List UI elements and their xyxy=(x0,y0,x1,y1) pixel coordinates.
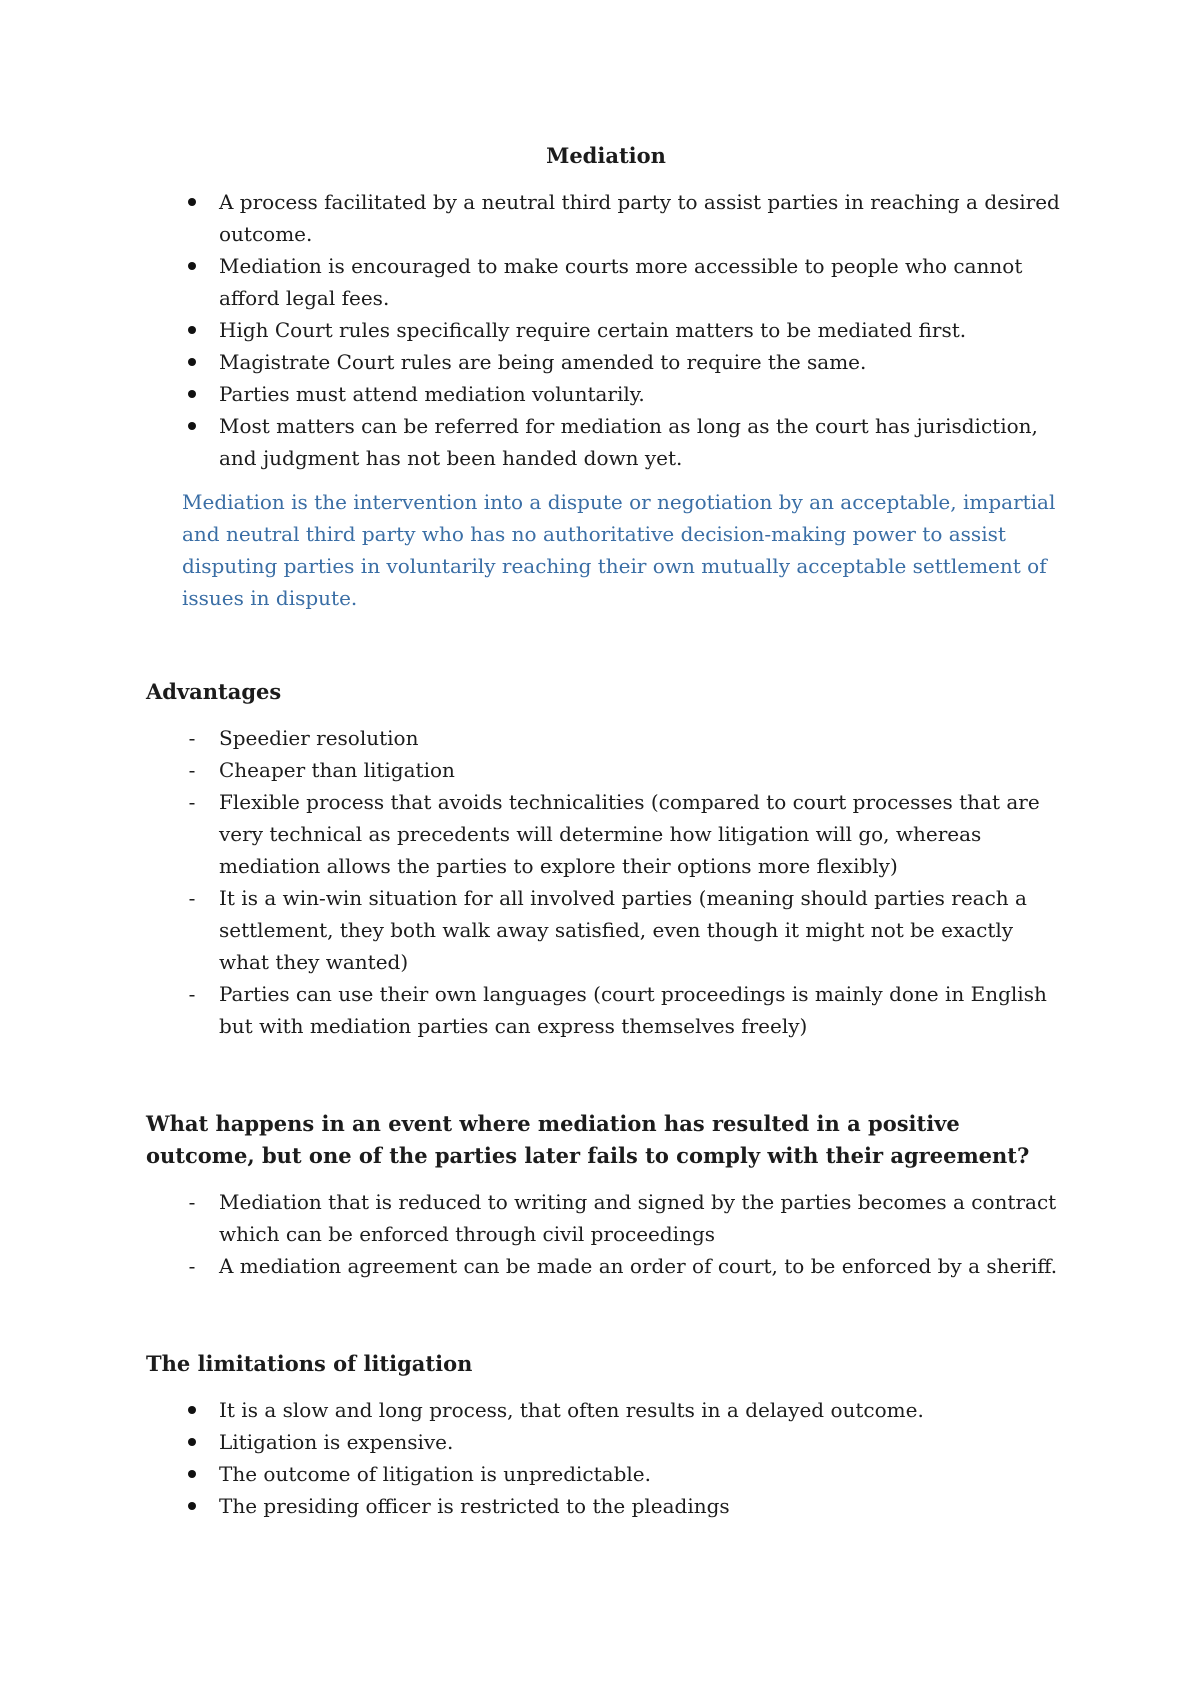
compliance-question-heading: What happens in an event where mediation has resulted in a positive outcome, but one of the parties later fails to comply with their agreement? xyxy=(146,1111,1030,1168)
list-item: - Cheaper than litigation xyxy=(146,754,1066,786)
advantages-heading: Advantages xyxy=(146,679,282,704)
dash-icon: - xyxy=(188,886,196,910)
bullet-icon xyxy=(182,346,202,378)
list-item: - Flexible process that avoids technicalities (compared to court processes that are very technical as precedents will determine how litigation will go, whereas mediation allows the parties to explore their options more flexibly) xyxy=(146,786,1066,882)
list-item: A process facilitated by a neutral third party to assist parties in reaching a desired outcome. xyxy=(146,186,1066,250)
list-item: - Parties can use their own languages (court proceedings is mainly done in English but with mediation parties can express themselves freely) xyxy=(146,978,1066,1042)
list-item: Magistrate Court rules are being amended to require the same. xyxy=(146,346,1066,378)
list-item: Litigation is expensive. xyxy=(146,1426,1066,1458)
dash-icon: - xyxy=(188,1190,196,1214)
bullet-icon xyxy=(182,1394,202,1426)
list-item: The presiding officer is restricted to the pleadings xyxy=(146,1490,1066,1522)
list-item: It is a slow and long process, that often results in a delayed outcome. xyxy=(146,1394,1066,1426)
dash-icon: - xyxy=(188,758,196,782)
bullet-icon xyxy=(182,314,202,346)
list-item: - A mediation agreement can be made an order of court, to be enforced by a sheriff. xyxy=(146,1250,1066,1282)
list-item: High Court rules specifically require certain matters to be mediated first. xyxy=(146,314,1066,346)
list-item: - Mediation that is reduced to writing and signed by the parties becomes a contract which can be enforced through civil proceedings xyxy=(146,1186,1066,1250)
dash-icon: - xyxy=(188,790,196,814)
list-item: Most matters can be referred for mediation as long as the court has jurisdiction, and judgment has not been handed down yet. xyxy=(146,410,1066,474)
bullet-icon xyxy=(182,1458,202,1490)
list-item: - It is a win-win situation for all involved parties (meaning should parties reach a settlement, they both walk away satisfied, even though it might not be exactly what they wanted) xyxy=(146,882,1066,978)
page-title: Mediation xyxy=(546,143,666,168)
bullet-icon xyxy=(182,186,202,218)
limitations-heading: The limitations of litigation xyxy=(146,1351,473,1376)
dash-icon: - xyxy=(188,726,196,750)
bullet-icon xyxy=(182,410,202,442)
bullet-icon xyxy=(182,1490,202,1522)
list-item: Mediation is encouraged to make courts more accessible to people who cannot afford legal fees. xyxy=(146,250,1066,314)
dash-icon: - xyxy=(188,982,196,1006)
document-page xyxy=(146,140,1066,1522)
bullet-icon xyxy=(182,1426,202,1458)
intro-bullet-list xyxy=(146,186,1066,474)
bullet-icon xyxy=(182,250,202,282)
list-item: - Speedier resolution xyxy=(146,722,1066,754)
list-item: The outcome of litigation is unpredictable. xyxy=(146,1458,1066,1490)
bullet-icon xyxy=(182,378,202,410)
mediation-definition: Mediation is the intervention into a dispute or negotiation by an acceptable, impartial and neutral third party who has no authoritative decision-making power to assist disputing parties in voluntarily reaching their own mutually acceptable settlement of issues in dispute. xyxy=(182,490,1056,610)
list-item: Parties must attend mediation voluntarily. xyxy=(146,378,1066,410)
advantages-list xyxy=(146,722,1066,1042)
limitations-list xyxy=(146,1394,1066,1522)
compliance-list xyxy=(146,1186,1066,1282)
dash-icon: - xyxy=(188,1254,196,1278)
